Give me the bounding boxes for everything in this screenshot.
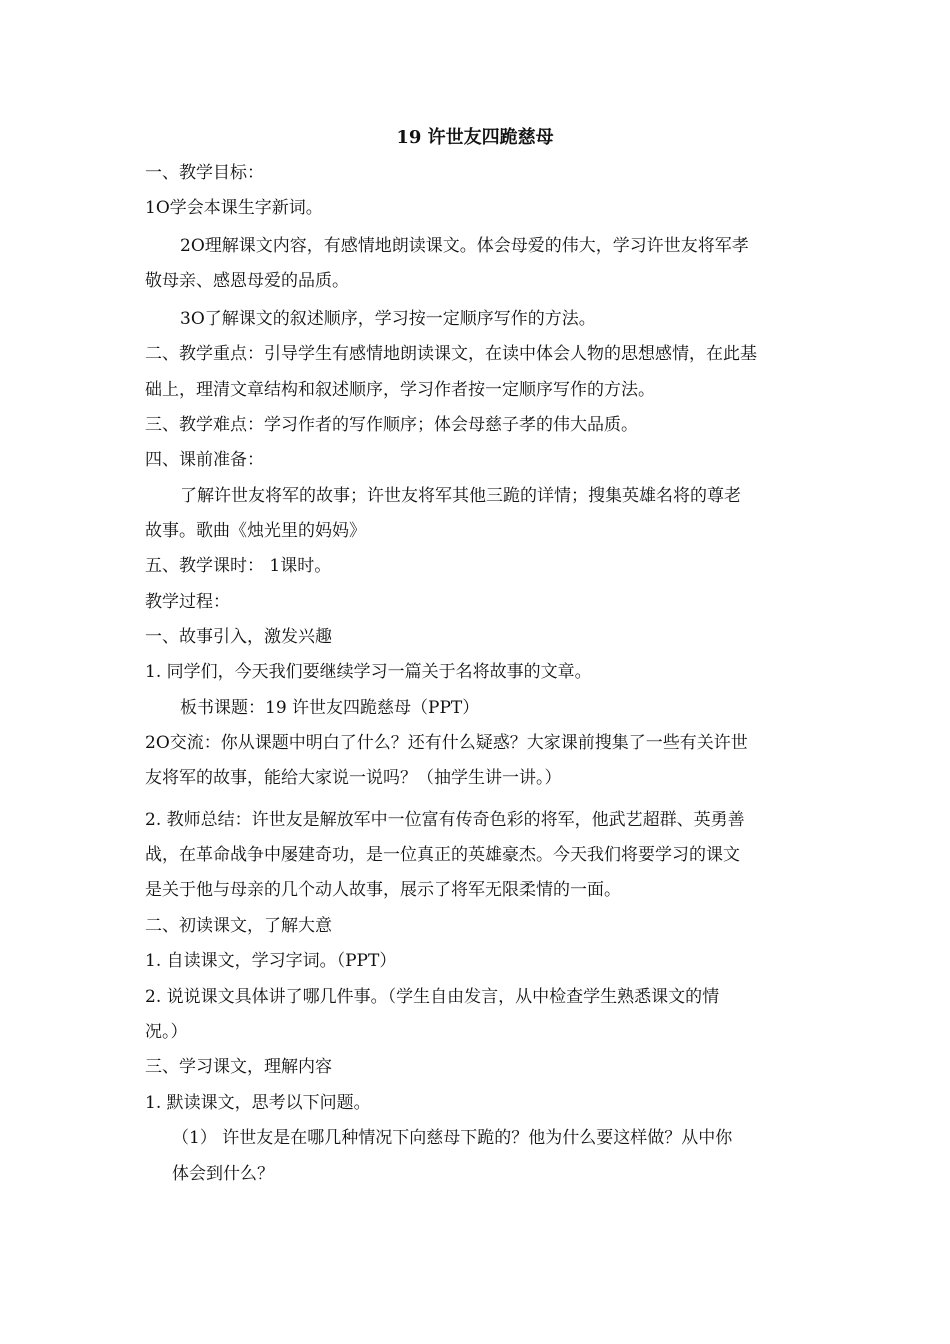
- teaching-process-heading: 教学过程：: [145, 592, 230, 612]
- step-3-item-1: 1. 默读课文，思考以下问题。: [145, 1093, 371, 1113]
- step-2-item-2-continued: 况。）: [145, 1022, 188, 1042]
- document-title: 19 许世友四跪慈母: [396, 127, 554, 148]
- objective-item-2: 2O理解课文内容，有感情地朗读课文。体会母爱的伟大，学习许世友将军孝: [180, 236, 749, 256]
- step-2-item-1: 1. 自读课文，学习字词。（PPT）: [145, 951, 397, 971]
- question-1: （1） 许世友是在哪几种情况下向慈母下跪的？他为什么要这样做？从中你: [172, 1128, 733, 1148]
- section-heading-objectives: 一、教学目标：: [145, 163, 264, 183]
- board-title-note: 板书课题：19 许世友四跪慈母（PPT）: [180, 698, 480, 718]
- teacher-summary-continued-2: 是关于他与母亲的几个动人故事，展示了将军无限柔情的一面。: [145, 880, 621, 900]
- section-heading-class-hours: 五、教学课时： 1课时。: [145, 556, 332, 576]
- step-1-item-1: 1. 同学们，今天我们要继续学习一篇关于名将故事的文章。: [145, 662, 592, 682]
- step-heading-2: 二、初读课文，了解大意: [145, 916, 332, 936]
- question-1-continued: 体会到什么？: [172, 1164, 274, 1184]
- preparation-text: 了解许世友将军的故事；许世友将军其他三跪的详情；搜集英雄名将的尊老: [180, 486, 741, 506]
- section-heading-key-points: 二、教学重点：引导学生有感情地朗读课文，在读中体会人物的思想感情，在此基: [145, 344, 757, 364]
- step-heading-1: 一、故事引入，激发兴趣: [145, 627, 332, 647]
- objective-item-1: 1O学会本课生字新词。: [145, 198, 323, 218]
- step-2-item-2: 2. 说说课文具体讲了哪几件事。（学生自由发言，从中检查学生熟悉课文的情: [145, 987, 720, 1007]
- section-heading-preparation: 四、课前准备：: [145, 450, 264, 470]
- step-1-item-2-continued: 友将军的故事，能给大家说一说吗？（抽学生讲一讲。）: [145, 768, 562, 788]
- teacher-summary: 2. 教师总结：许世友是解放军中一位富有传奇色彩的将军，他武艺超群、英勇善: [145, 810, 745, 830]
- preparation-text-continued: 故事。歌曲《烛光里的妈妈》: [145, 521, 366, 541]
- step-heading-3: 三、学习课文，理解内容: [145, 1057, 332, 1077]
- step-1-item-2: 2O交流：你从课题中明白了什么？还有什么疑惑？大家课前搜集了一些有关许世: [145, 733, 748, 753]
- objective-item-3: 3O了解课文的叙述顺序，学习按一定顺序写作的方法。: [180, 309, 596, 329]
- objective-item-2-continued: 敬母亲、感恩母爱的品质。: [145, 271, 349, 291]
- section-heading-difficulties: 三、教学难点：学习作者的写作顺序；体会母慈子孝的伟大品质。: [145, 415, 638, 435]
- teacher-summary-continued-1: 战，在革命战争中屡建奇功，是一位真正的英雄豪杰。今天我们将要学习的课文: [145, 845, 740, 865]
- key-points-continued: 础上，理清文章结构和叙述顺序，学习作者按一定顺序写作的方法。: [145, 380, 655, 400]
